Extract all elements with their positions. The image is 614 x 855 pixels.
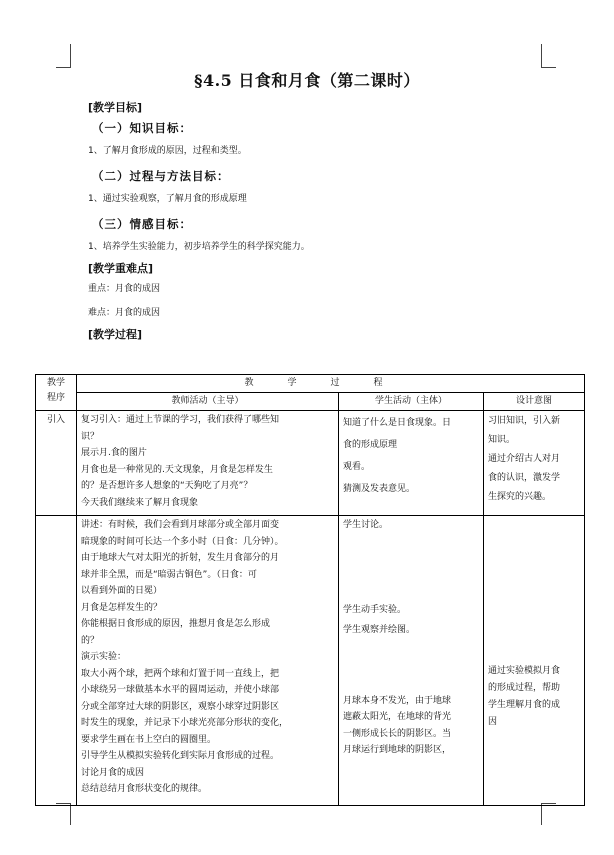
lesson-process-table — [35, 374, 585, 806]
design-intent-cell — [484, 411, 585, 516]
text-line: 知识。 — [488, 435, 516, 445]
text-line: 你能根据日食形成的原因，推想月食是怎么形成 — [81, 619, 271, 629]
text-line: 时发生的现象，并记录下小球光亮部分形状的变化， — [81, 718, 289, 728]
text-line: 学生动手实验。 — [343, 604, 407, 615]
student-column-header: 学生活动（主体） — [339, 393, 484, 411]
step-cell: 引入 — [36, 411, 77, 516]
text-line: 展示月.食的图片 — [81, 448, 147, 458]
text-line: 一侧形成长长的阴影区。当 — [343, 728, 452, 739]
teacher-column-header: 教师活动（主导） — [77, 393, 339, 411]
crop-mark-bl-v — [70, 803, 71, 825]
text-line: 讨论月食的成因 — [81, 767, 145, 778]
process-item: 1、通过实验观察，了解月食的形成原理 — [88, 194, 247, 204]
text-line: 月球本身不发光，由于地球 — [343, 695, 452, 706]
teacher-activity-cell — [77, 516, 339, 806]
keypoints-heading: [教学重难点] — [88, 262, 154, 275]
text-line: 学生观察并绘图。 — [343, 625, 416, 635]
process-heading: （二）过程与方法目标： — [92, 169, 230, 183]
goals-heading: [教学目标] — [88, 101, 143, 114]
design-intent-cell — [484, 516, 585, 806]
text-line: 引导学生从模拟实验转化到实际月食形成的过程。 — [81, 751, 280, 761]
student-activity-cell — [339, 411, 484, 516]
step-column-header — [36, 375, 77, 411]
table-row — [36, 411, 585, 516]
text-line: 生探究的兴趣。 — [488, 492, 552, 502]
text-line: 食的形成原理 — [343, 440, 398, 450]
text-line: 复习引入：通过上节课的学习，我们获得了哪些知 — [81, 415, 280, 425]
text-line: 知道了什么是日食现象。日 — [343, 418, 452, 428]
process-header-label: 教学过程 — [244, 378, 417, 388]
keypoint: 重点：月食的成因 — [88, 284, 161, 294]
crop-mark-tr-v — [541, 44, 542, 68]
emotion-item: 1、培养学生实验能力，初步培养学生的科学探究能力。 — [88, 242, 310, 252]
text-line: 要求学生画在书上空白的圆圈里。 — [81, 734, 217, 745]
text-line: 因 — [488, 717, 498, 727]
table-row — [36, 516, 585, 806]
text-line: 月球运行到地球的阴影区， — [343, 745, 452, 755]
spacer — [488, 517, 580, 663]
text-line: 讲述：有时候，我们会看到月球部分或全部月面变 — [81, 520, 280, 530]
text-line: 的形成过程，帮助 — [488, 683, 561, 693]
text-line: 识？ — [81, 431, 100, 442]
text-line: 月食也是一种常见的.天文现象，月食是怎样发生 — [81, 464, 273, 475]
emotion-heading: （三）情感目标： — [92, 217, 192, 231]
text-line: 由于地球大气对太阳光的折射，发生月食部分的月 — [81, 553, 280, 563]
text-line: 的？ — [81, 635, 100, 646]
process-column-header — [77, 375, 585, 393]
page-title: §4.5 日食和月食（第二课时） — [194, 71, 420, 90]
text-line: 食的认识，激发学 — [488, 473, 561, 483]
student-activity-cell — [339, 516, 484, 806]
text-line: 总结总结月食形状变化的规律。 — [81, 784, 208, 794]
text-line: 演示实验： — [81, 652, 127, 662]
table-subheader-row — [36, 393, 585, 411]
text-line: 小球绕另一球做基本水平的圆周运动，并使小球部 — [81, 685, 280, 695]
crop-mark-tl-v — [70, 44, 71, 68]
text-line: 的？是否想许多人想象的“天狗吃了月亮”？ — [81, 481, 253, 491]
text-line: 猜测及发表意见。 — [343, 484, 416, 494]
step-header-line: 教学 — [46, 378, 65, 388]
text-line: 通过介绍古人对月 — [488, 454, 561, 464]
knowledge-heading: （一）知识目标： — [92, 121, 192, 135]
text-line: 观看。 — [343, 462, 371, 472]
text-line: 取大小两个球，把两个球和灯置于同一直线上，把 — [81, 668, 280, 679]
step-header-line: 程序 — [46, 393, 65, 403]
text-line: 通过实验模拟月食 — [488, 666, 561, 676]
process-title: [教学过程] — [88, 328, 143, 341]
teacher-activity-cell — [77, 411, 339, 516]
text-line: 遮蔽太阳光，在地球的背光 — [343, 712, 452, 722]
text-line: 以看到外面的日冕） — [81, 586, 163, 596]
text-line: 月食是怎样发生的？ — [81, 602, 163, 613]
table-header-row — [36, 375, 585, 393]
text-line: 分或全部穿过大球的阴影区，观察小球穿过阴影区 — [81, 701, 280, 712]
difficulty: 难点：月食的成因 — [88, 308, 161, 318]
crop-mark-br-v — [541, 803, 542, 825]
knowledge-item: 1、了解月食形成的原因，过程和类型。 — [88, 146, 247, 156]
text-line: 学生理解月食的成 — [488, 700, 561, 710]
step-cell-empty — [36, 516, 77, 806]
text-line: 球并非全黑，而是“暗弱古铜色”。（日食：可 — [81, 569, 257, 580]
text-line: 暗现象的时间可长达一个多小时（日食：几分钟）。 — [81, 536, 284, 547]
design-column-header: 设计意图 — [484, 393, 585, 411]
text-line: 今天我们继续来了解月食现象 — [81, 497, 199, 508]
text-line: 习旧知识，引入新 — [488, 416, 561, 426]
spacer — [343, 534, 479, 602]
spacer — [343, 639, 479, 693]
text-line: 学生讨论。 — [343, 520, 389, 530]
